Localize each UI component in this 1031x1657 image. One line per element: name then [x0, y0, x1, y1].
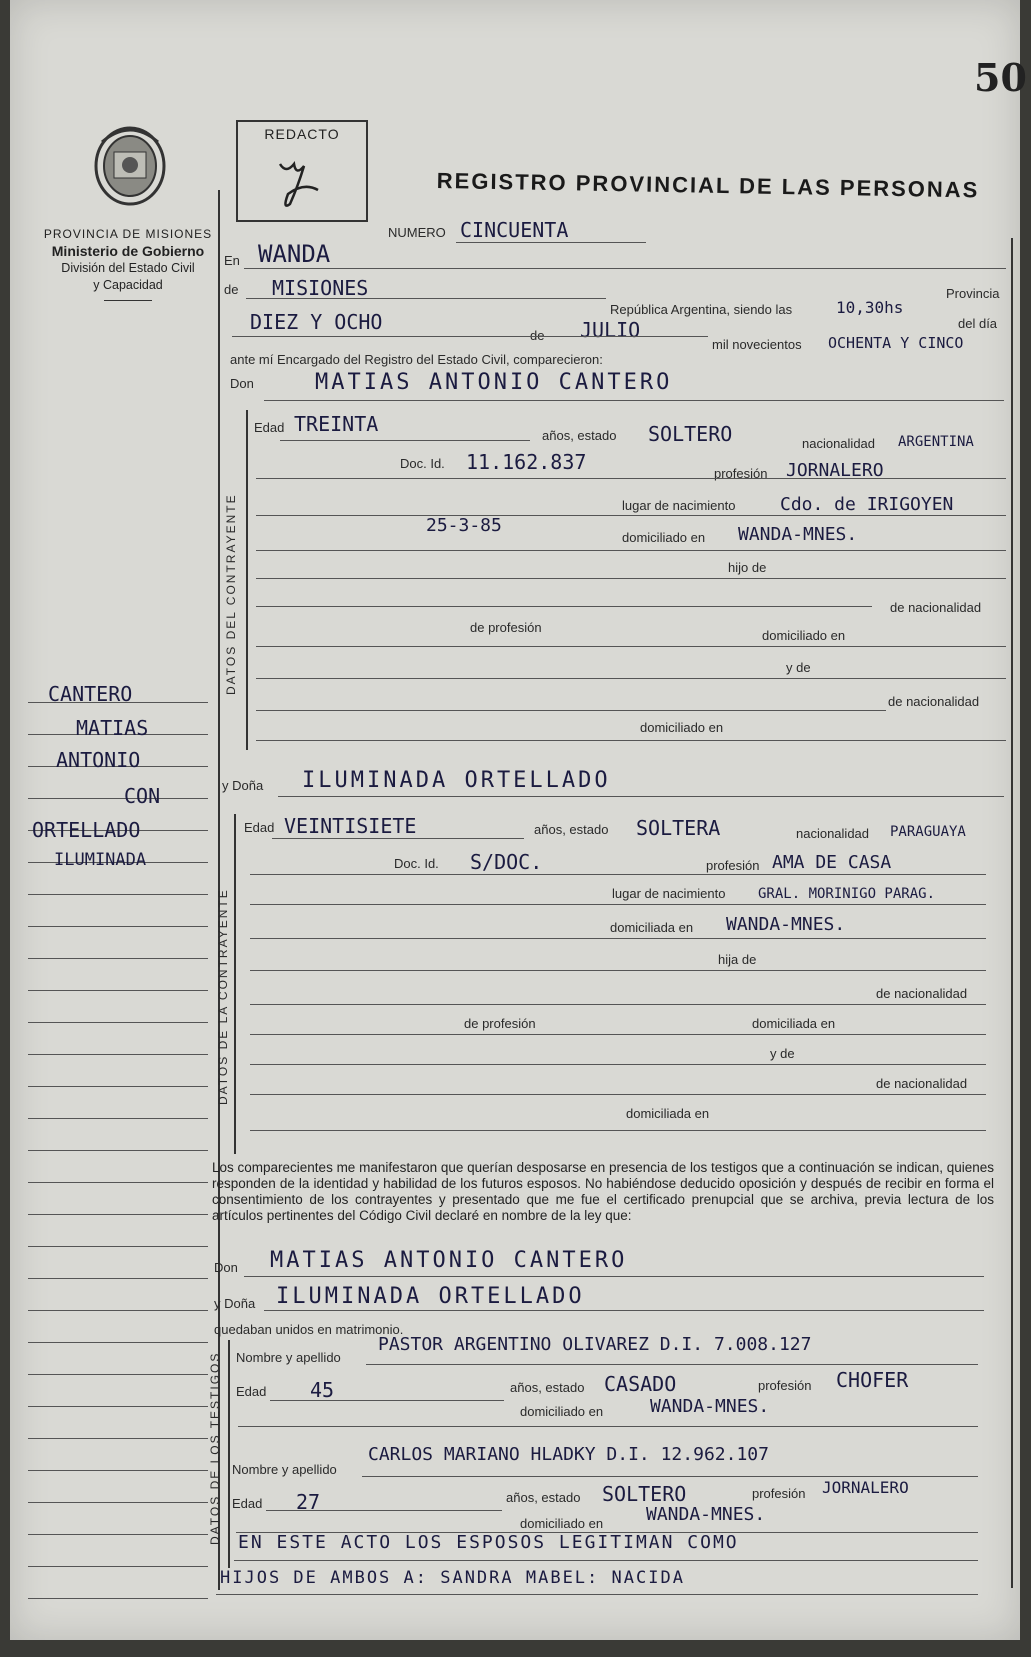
testigo1-estado-value: CASADO	[604, 1372, 677, 1396]
dona-label: y Doña	[222, 778, 264, 793]
contrayenta-side-label: DATOS DE LA CONTRAYENTE	[216, 888, 230, 1105]
decl-dona-label: y Doña	[214, 1296, 256, 1311]
blank-line-9	[250, 1094, 986, 1095]
doc-el-value: 11.162.837	[466, 450, 587, 474]
mil-label: mil novecientos	[712, 337, 802, 352]
testigo1-profesion-value: CHOFER	[836, 1368, 909, 1392]
en-value: WANDA	[258, 240, 331, 268]
margin-rule	[28, 1470, 208, 1471]
blank-line-1	[256, 606, 872, 607]
numero-line	[456, 242, 646, 243]
margin-rule	[28, 1374, 208, 1375]
domicilio-el-value: WANDA-MNES.	[738, 524, 858, 545]
edad-el-label: Edad	[254, 420, 285, 435]
en-line	[244, 268, 1006, 269]
lugar-ella-line	[250, 904, 986, 905]
margin-note-line: ORTELLADO	[32, 818, 141, 842]
blank-line-4	[256, 710, 886, 711]
profesion-ella-label: profesión	[706, 858, 760, 873]
numero-value: CINCUENTA	[460, 218, 569, 242]
doc-el-label: Doc. Id.	[400, 456, 445, 471]
mes-value: JULIO	[580, 318, 641, 342]
hija-label: hija de	[718, 952, 757, 967]
fecha-nac-value: 25-3-85	[426, 515, 502, 536]
margin-rule	[28, 990, 208, 991]
don-line	[264, 400, 1004, 401]
de-nac-4-label: de nacionalidad	[876, 1076, 968, 1091]
edad-ella-line	[272, 838, 524, 839]
margin-rule	[28, 1246, 208, 1247]
domiciliada-3-label: domiciliada en	[626, 1106, 710, 1121]
margin-rule	[28, 1150, 208, 1151]
hija-line	[250, 970, 986, 971]
redacto-stamp	[236, 120, 368, 222]
issuer-division: División del Estado Civil	[61, 261, 195, 275]
testigo2-domicilio-value: WANDA-MNES.	[646, 1504, 766, 1525]
testigo1-domicilio-value: WANDA-MNES.	[650, 1396, 770, 1417]
testigos-bracket	[228, 1340, 230, 1568]
nacionalidad-ella-value: PARAGUAYA	[890, 824, 966, 840]
margin-note-line: CANTERO	[48, 682, 133, 706]
testigo1-estado-label: años, estado	[510, 1380, 585, 1395]
margin-rule	[28, 894, 208, 895]
redacto-label: REDACTO	[264, 126, 340, 142]
margin-rule	[28, 1278, 208, 1279]
de-profesion-1-label: de profesión	[470, 620, 542, 635]
testigo1-domicilio-line	[238, 1426, 978, 1427]
domiciliada-2-label: domiciliada en	[752, 1016, 836, 1031]
margin-rule	[28, 1214, 208, 1215]
margin-rule	[28, 1342, 208, 1343]
domicilio-ella-value: WANDA-MNES.	[726, 914, 846, 935]
margin-rule	[28, 1438, 208, 1439]
de-nac-3-label: de nacionalidad	[876, 986, 968, 1001]
issuer-divider	[104, 300, 152, 301]
note-line-1: EN ESTE ACTO LOS ESPOSOS LEGITIMAN COMO	[238, 1532, 739, 1553]
margin-note-line: ANTONIO	[56, 748, 141, 772]
en-label: En	[224, 253, 240, 268]
edad-el-value: TREINTA	[294, 412, 379, 436]
issuer-ministry: Ministerio de Gobierno	[51, 243, 205, 259]
de-line	[246, 298, 606, 299]
testigo2-profesion-label: profesión	[752, 1486, 806, 1501]
testigo2-domicilio-label: domiciliado en	[520, 1516, 604, 1531]
testigo1-profesion-label: profesión	[758, 1378, 812, 1393]
fecha-line	[232, 336, 708, 337]
de-profesion-2-label: de profesión	[464, 1016, 536, 1031]
note-line-2: HIJOS DE AMBOS A: SANDRA MABEL: NACIDA	[220, 1568, 685, 1588]
doc-ella-line	[250, 874, 986, 875]
dona-value: ILUMINADA ORTELLADO	[302, 768, 611, 793]
lugar-el-line	[256, 515, 1006, 516]
testigo2-nombre-label: Nombre y apellido	[232, 1462, 337, 1477]
lugar-ella-label: lugar de nacimiento	[612, 886, 726, 901]
testigo2-nombre-value: CARLOS MARIANO HLADKY D.I. 12.962.107	[368, 1444, 769, 1465]
hijo-line	[256, 578, 1006, 579]
quedaban-label: quedaban unidos en matrimonio.	[214, 1322, 404, 1337]
numero-label: NUMERO	[388, 225, 446, 240]
testigos-side-label: DATOS DE LOS TESTIGOS	[208, 1351, 222, 1545]
profesion-el-label: profesión	[714, 466, 768, 481]
blank-line-7	[250, 1034, 986, 1035]
margin-rule	[28, 1534, 208, 1535]
doc-ella-value: S/DOC.	[470, 850, 543, 874]
decl-dona-line	[264, 1310, 984, 1311]
provincia-label: Provincia	[946, 286, 1000, 301]
page-number: 50	[974, 55, 1027, 100]
margin-note-line: CON	[124, 784, 161, 808]
de-nac-1-label: de nacionalidad	[890, 600, 982, 615]
hijo-label: hijo de	[728, 560, 767, 575]
del-dia-label: del día	[958, 316, 998, 331]
margin-rule	[28, 1406, 208, 1407]
profesion-el-value: JORNALERO	[786, 460, 884, 481]
domiciliado-el-label: domiciliado en	[622, 530, 706, 545]
margin-rule	[28, 1022, 208, 1023]
lugar-el-label: lugar de nacimiento	[622, 498, 736, 513]
testigo1-nombre-label: Nombre y apellido	[236, 1350, 341, 1365]
blank-line-3	[256, 678, 1006, 679]
anio-value: OCHENTA Y CINCO	[828, 334, 964, 352]
margin-rule	[28, 1182, 208, 1183]
dia-value: DIEZ Y OCHO	[250, 310, 383, 334]
testigo2-edad-label: Edad	[232, 1496, 263, 1511]
document-title: REGISTRO PROVINCIAL DE LAS PERSONAS	[436, 168, 980, 203]
nacionalidad-el-value: ARGENTINA	[898, 434, 974, 450]
y-de-2-label: y de	[770, 1046, 795, 1061]
domiciliado-2-label: domiciliado en	[640, 720, 724, 735]
lugar-ella-value: GRAL. MORINIGO PARAG.	[758, 886, 936, 902]
margin-rule	[28, 1310, 208, 1311]
registry-page	[10, 0, 1027, 1640]
testigo1-edad-value: 45	[310, 1378, 335, 1402]
margin-note-line: ILUMINADA	[54, 850, 147, 870]
blank-line-5	[256, 740, 1006, 741]
contrayente-side-label: DATOS DEL CONTRAYENTE	[224, 493, 238, 695]
testigo2-estado-value: SOLTERO	[602, 1482, 687, 1506]
blank-line-2	[256, 646, 1006, 647]
profesion-ella-value: AMA DE CASA	[772, 852, 892, 873]
issuer-capacity: y Capacidad	[93, 278, 163, 292]
margin-rule	[28, 798, 208, 799]
don-value: MATIAS ANTONIO CANTERO	[315, 370, 673, 395]
margin-rule	[28, 1054, 208, 1055]
note-line-2-rule	[216, 1594, 978, 1595]
testigo1-nombre-value: PASTOR ARGENTINO OLIVAREZ D.I. 7.008.127	[378, 1334, 812, 1355]
ante-label: ante mí Encargado del Registro del Estado Civil, comparecieron:	[230, 352, 603, 367]
domiciliada-ella-label: domiciliada en	[610, 920, 694, 935]
domicilio-el-line	[256, 550, 1006, 551]
testigo1-domicilio-label: domiciliado en	[520, 1404, 604, 1419]
note-line-1-rule	[234, 1560, 978, 1561]
margin-rule	[28, 1598, 208, 1599]
testigo2-edad-line	[266, 1510, 502, 1511]
nacionalidad-ella-label: nacionalidad	[796, 826, 870, 841]
issuer-province: PROVINCIA DE MISIONES	[43, 227, 213, 241]
testigo1-edad-label: Edad	[236, 1384, 267, 1399]
nacionalidad-el-label: nacionalidad	[802, 436, 876, 451]
initials-signature-icon	[238, 142, 362, 212]
declaration-text: Los comparecientes me manifestaron que querían desposarse en presencia de los testigos que a continuación se indican, quienes responden de la identidad y habilidad de los futuros esposos. No habiéndose deducido oposición y después de recibir en forma el consentimiento de los contrayentes y presentado que me fue el certificado prenupcial que se archiva, previa lectura de los artículos pertinentes del Código Civil declaré en nombre de la ley que:	[212, 1160, 994, 1223]
dona-line	[278, 796, 1004, 797]
de-mes-label: de	[530, 328, 545, 343]
margin-rule	[28, 1118, 208, 1119]
doc-ella-label: Doc. Id.	[394, 856, 439, 871]
decl-dona-value: ILUMINADA ORTELLADO	[276, 1284, 585, 1309]
testigo2-profesion-value: JORNALERO	[822, 1478, 909, 1497]
margin-note-line: MATIAS	[76, 716, 149, 740]
domiciliado-1-label: domiciliado en	[762, 628, 846, 643]
testigo2-estado-label: años, estado	[506, 1490, 581, 1505]
issuer-block	[28, 226, 228, 301]
republica-label: República Argentina, siendo las	[610, 302, 793, 317]
hora-value: 10,30hs	[836, 298, 904, 317]
doc-el-line	[256, 478, 1006, 479]
blank-line-6	[250, 1004, 986, 1005]
edad-ella-value: VEINTISIETE	[284, 814, 417, 838]
testigo2-nombre-line	[362, 1476, 978, 1477]
lugar-el-value: Cdo. de IRIGOYEN	[780, 494, 954, 515]
margin-rule	[28, 926, 208, 927]
don-label: Don	[230, 376, 254, 391]
decl-don-label: Don	[214, 1260, 238, 1275]
de-label: de	[224, 282, 239, 297]
blank-line-8	[250, 1064, 986, 1065]
testigo1-edad-line	[270, 1400, 504, 1401]
margin-rule	[28, 958, 208, 959]
margin-rule	[28, 1086, 208, 1087]
testigo1-nombre-line	[366, 1364, 978, 1365]
y-de-1-label: y de	[786, 660, 811, 675]
de-value: MISIONES	[272, 276, 369, 300]
contrayente-bracket	[246, 410, 248, 750]
de-nac-2-label: de nacionalidad	[888, 694, 980, 709]
estado-ella-label: años, estado	[534, 822, 609, 837]
estado-ella-value: SOLTERA	[636, 816, 721, 840]
decl-don-value: MATIAS ANTONIO CANTERO	[270, 1248, 628, 1273]
edad-el-line	[280, 440, 530, 441]
blank-line-10	[250, 1130, 986, 1131]
estado-el-label: años, estado	[542, 428, 617, 443]
coat-of-arms-icon	[92, 122, 168, 206]
estado-el-value: SOLTERO	[648, 422, 733, 446]
testigo2-edad-value: 27	[296, 1490, 321, 1514]
decl-don-line	[244, 1276, 984, 1277]
margin-rule	[28, 1566, 208, 1567]
frame-right-line	[1011, 238, 1013, 1588]
contrayenta-bracket	[234, 814, 236, 1154]
edad-ella-label: Edad	[244, 820, 275, 835]
domicilio-ella-line	[250, 938, 986, 939]
margin-rule	[28, 1502, 208, 1503]
